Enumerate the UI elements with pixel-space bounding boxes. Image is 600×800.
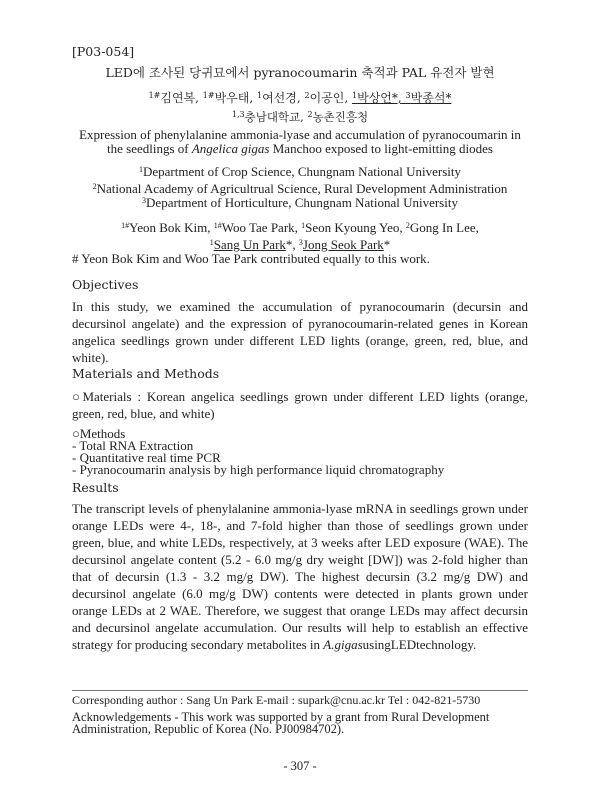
- korean-author: 김연복,: [160, 91, 199, 105]
- results-heading: Results: [72, 480, 119, 495]
- acknowledgements: [72, 711, 528, 735]
- affil-sup: 2: [307, 110, 313, 119]
- author-sup: 1: [209, 238, 214, 247]
- english-title-line-1: Expression of phenylalanine ammonia-lyase and accumulation of pyranocoumarin in: [79, 127, 521, 142]
- korean-authors: [0, 89, 600, 106]
- korean-title: LED에 조사된 당귀묘에서 pyranocoumarin 축적과 PAL 유전자 발현: [105, 65, 495, 80]
- ack-label: Acknowledgements: [72, 710, 172, 724]
- korean-author: 박종석*: [410, 91, 452, 105]
- author-sup: 1#: [213, 221, 222, 230]
- author-name: Sang Un Park: [213, 237, 286, 252]
- affil-sup: 1: [138, 165, 143, 174]
- affiliation-2: [0, 182, 600, 196]
- affil-text: Department of Horticulture, Chungnam National University: [146, 195, 458, 210]
- affil-sup: 3: [142, 196, 147, 205]
- author-name: Gong In Lee,: [409, 220, 479, 235]
- affil-sup: 1,3: [231, 110, 245, 119]
- korean-corresponding-authors: [352, 91, 451, 105]
- results-body: The transcript levels of phenylalanine ammonia-lyase mRNA in seedlings grown under orange LEDs were 4-, 18-, and 7-fold higher than those of seedlings grown under green, blue, and white LEDs, respectively, at 3 weeks after LED exposure (WAE). The decursinol angelate content (5.2 - 6.0 mg/g dry weight [DW]) was 2-fold higher than that of decursin (1.3 - 3.2 mg/g DW). The highest decursin (3.2 mg/g DW) and decursinol angelate (6.0 mg/g DW) contents were detected in plants grown under orange LEDs at 2 WAE. Therefore, we suggest that orange LEDs may affect decursin and decursinol angelate accumulation. Our results will help to establish an effective strategy for producing secondary metabolites in: [72, 501, 528, 652]
- author-name: Yeon Bok Kim,: [129, 220, 211, 235]
- equal-contribution-note: # Yeon Bok Kim and Woo Tae Park contributed equally to this work.: [72, 251, 430, 266]
- results-text: [72, 500, 528, 653]
- affiliations: [0, 165, 600, 210]
- author-sup: 1: [352, 91, 358, 100]
- author-name: Woo Tae Park,: [221, 220, 298, 235]
- affil-text: National Academy of Agricultrual Science, Rural Development Administration: [96, 181, 508, 196]
- english-title-line-2: [0, 142, 600, 156]
- footnote-divider: [72, 690, 528, 691]
- korean-author: 여선경,: [262, 91, 301, 105]
- corresponding-author: Corresponding author : Sang Un Park E-mail : supark@cnu.ac.kr Tel : 042-821-5730: [72, 693, 481, 707]
- author-sup: 1#: [148, 91, 161, 100]
- title-text: the seedlings of: [107, 141, 189, 156]
- affil-text: Department of Crop Science, Chungnam National University: [142, 164, 462, 179]
- materials-text: ○Materials : Korean angelica seedlings grown under different LED lights (orange, green, red, blue, and white): [72, 389, 528, 421]
- page-number: - 307 -: [283, 759, 317, 773]
- korean-affil-1: 충남대학교,: [244, 110, 304, 124]
- title-text: Manchoo exposed to light-emitting diodes: [272, 141, 493, 156]
- materials-methods-heading: Materials and Methods: [72, 366, 220, 381]
- methods-block: [72, 428, 444, 476]
- species-abbrev: A.gigas: [323, 637, 363, 652]
- author-suffix: *: [383, 237, 391, 252]
- korean-affil-2: 농촌진흥청: [312, 110, 369, 124]
- author-sup: 1: [301, 221, 306, 230]
- results-end: usingLEDtechnology.: [362, 637, 477, 652]
- author-name: Jong Seok Park: [302, 237, 384, 252]
- korean-author: 이공인,: [309, 91, 349, 105]
- methods-label: ○Methods: [72, 426, 126, 441]
- affiliation-3: [0, 196, 600, 210]
- korean-affiliations: [0, 109, 600, 125]
- author-sup: 2: [405, 221, 410, 230]
- author-sup: 1#: [121, 221, 130, 230]
- korean-author: 박상언*,: [357, 91, 402, 105]
- affil-sup: 2: [92, 182, 97, 191]
- korean-author: 박우태,: [214, 91, 254, 105]
- species-name: Angelica gigas: [191, 141, 270, 156]
- affiliation-1: [0, 165, 600, 179]
- objectives-heading: Objectives: [72, 277, 139, 292]
- author-sup: 3: [405, 91, 411, 100]
- author-sup: 1: [257, 91, 263, 100]
- author-sup: 2: [304, 91, 310, 100]
- abstract-code: [P03-054]: [72, 44, 135, 59]
- ack-text: - This work was supported by a grant from Rural Development Administration, Republic of Korea (No. PJ00984702).: [72, 710, 490, 736]
- authors-line-1: [0, 219, 600, 236]
- author-sup: 1#: [202, 91, 215, 100]
- methods-item: - Pyranocoumarin analysis by high performance liquid chromatography: [72, 462, 445, 477]
- english-authors: [0, 219, 600, 253]
- methods-item: - Total RNA Extraction: [72, 438, 194, 453]
- english-title: [0, 128, 600, 156]
- author-sup: 3: [298, 238, 303, 247]
- methods-item: - Quantitative real time PCR: [72, 450, 221, 465]
- author-suffix: *,: [285, 237, 296, 252]
- objectives-text: In this study, we examined the accumulation of pyranocoumarin (decursin and decursinol angelate) and the expression of pyranocoumarin-related genes in Korean angelica seedlings grown under different LED lights (orange, green, red, blue, and white).: [72, 299, 528, 365]
- author-name: Seon Kyoung Yeo,: [305, 220, 403, 235]
